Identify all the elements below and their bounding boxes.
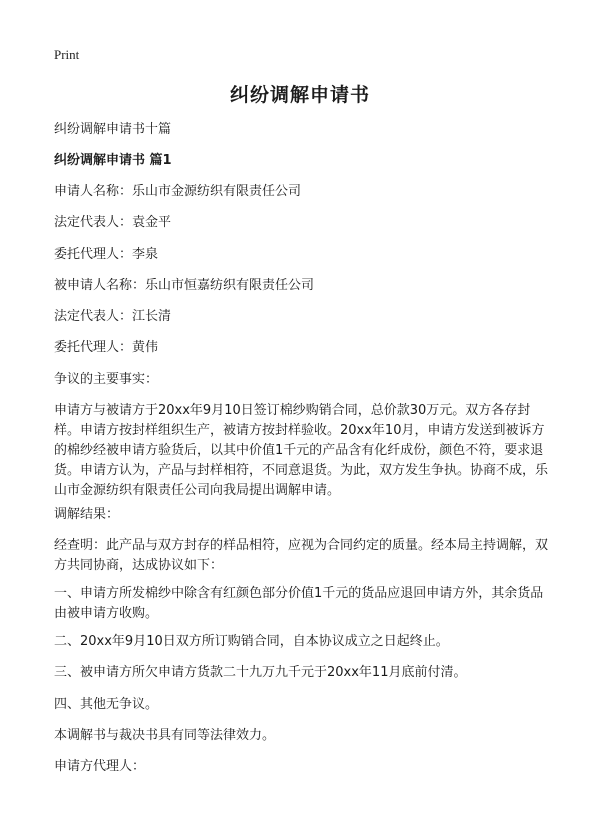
paragraph-facts-heading: 争议的主要事实： (54, 372, 159, 387)
paragraph-findings: 经查明：此产品与双方封存的样品相符，应视为合同约定的质量。经本局主持调解，双方共同协商，达成协议如下： (54, 538, 549, 573)
paragraph-respondent-agent: 委托代理人：黄伟 (54, 340, 159, 355)
paragraph-respondent-representative: 法定代表人：江长清 (54, 309, 172, 324)
paragraph-agreement-3: 三、被申请方所欠申请方货款二十九万九千元于20xx年11月底前付清。 (54, 665, 467, 680)
paragraph-result-heading: 调解结果： (54, 507, 120, 522)
paragraph-applicant-agent: 委托代理人：李泉 (54, 247, 159, 262)
paragraph-applicant-agent-signature: 申请方代理人： (54, 759, 146, 774)
page-title: 纠纷调解申请书 (229, 84, 370, 106)
paragraph-applicant-name: 申请人名称：乐山市金源纺织有限责任公司 (54, 184, 302, 199)
paragraph-respondent-name: 被申请人名称：乐山市恒嘉纺织有限责任公司 (54, 278, 315, 293)
print-link[interactable]: Print (54, 47, 80, 62)
paragraph-facts-body: 申请方与被请方于20xx年9月10日签订棉纱购销合同，总价款30万元。双方各存封样。申请方按封样组织生产，被请方按封样验收。20xx年10月，申请方发送到被诉方的棉纱经被申请方验货后，以其中价值1千元的产品含有化纤成份，颜色不符，要求退货。申请方认为，产品与封样相符，不同意退货。为此，双方发生争执。协商不成，乐山市金源纺织有限责任公司向我局提出调解申请。 (54, 403, 549, 498)
paragraph-agreement-2: 二、20xx年9月10日双方所订购销合同，自本协议成立之日起终止。 (54, 634, 449, 649)
paragraph-applicant-representative: 法定代表人：袁金平 (54, 215, 172, 230)
paragraph-agreement-1: 一、申请方所发棉纱中除含有红颜色部分价值1千元的货品应退回申请方外，其余货品由被申请方收购。 (54, 586, 544, 621)
document-subtitle: 纠纷调解申请书十篇 (54, 122, 172, 137)
section-heading: 纠纷调解申请书 篇1 (54, 153, 172, 168)
paragraph-agreement-4: 四、其他无争议。 (54, 697, 159, 712)
paragraph-legal-effect: 本调解书与裁决书具有同等法律效力。 (54, 728, 276, 743)
